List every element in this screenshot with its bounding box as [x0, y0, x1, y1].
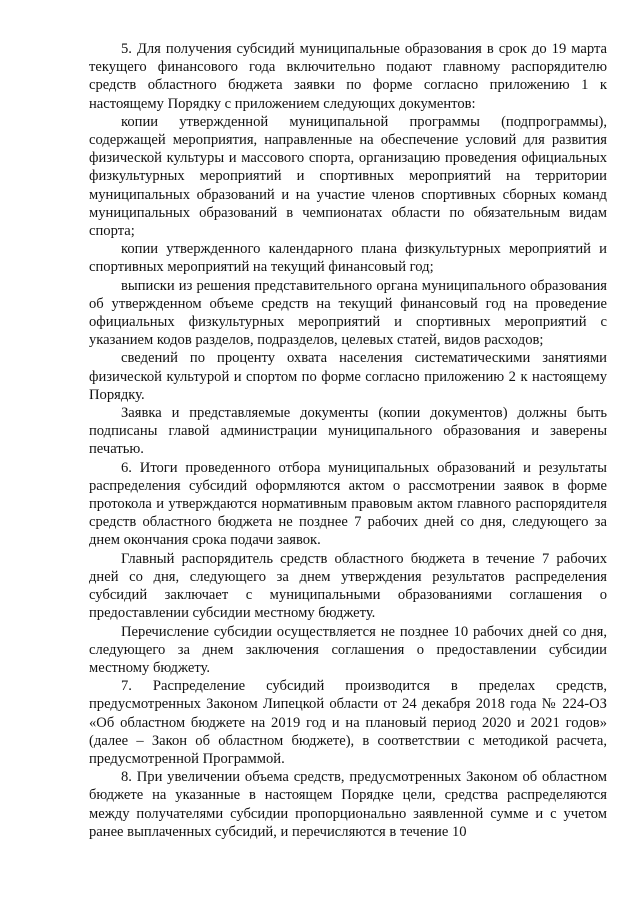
paragraph-agreement: Главный распорядитель средств областного бюджета в течение 7 рабочих дней со дня, следующего за днем утверждения результатов распределения субсидий заключает с муниципальными образованиями соглашения о предоставлении субсидии местному бюджету.: [89, 550, 607, 622]
document-body: [89, 40, 607, 841]
paragraph-signature-requirement: Заявка и представляемые документы (копии документов) должны быть подписаны главой администрации муниципального образования и заверены печатью.: [89, 405, 607, 458]
paragraph-decision-extract: выписки из решения представительного органа муниципального образования об утвержденном объеме средств на текущий финансовый год на проведение официальных физкультурных мероприятий и спортивных мероприятий с указанием кодов разделов, подразделов, целевых статей, видов расходов;: [89, 277, 607, 349]
paragraph-5-intro: 5. Для получения субсидий муниципальные образования в срок до 19 марта текущего финансового года включительно подают главному распорядителю средств областного бюджета заявки по форме согласно приложению 1 к настоящему Порядку с приложением следующих документов:: [89, 41, 607, 112]
paragraph-7-distribution: 7. Распределение субсидий производится в пределах средств, предусмотренных Законом Липецкой области от 24 декабря 2018 года № 224-ОЗ «Об областном бюджете на 2019 год и на плановый период 2020 и 2021 годов» (далее – Закон об областном бюджете), в соответствии с методикой расчета, предусмотренной Программой.: [89, 678, 607, 767]
paragraph-6-selection-results: 6. Итоги проведенного отбора муниципальных образований и результаты распределения субсидий оформляются актом о рассмотрении заявок в форме протокола и утверждаются нормативным правовым актом главного распорядителя средств областного бюджета не позднее 7 рабочих дней со дня, следующего за днем окончания срока подачи заявок.: [89, 459, 607, 549]
paragraph-calendar-plan: копии утвержденного календарного плана физкультурных мероприятий и спортивных мероприятий на текущий финансовый год;: [89, 241, 607, 276]
paragraph-transfer: Перечисление субсидии осуществляется не позднее 10 рабочих дней со дня, следующего за днем заключения соглашения о предоставлении субсидии местному бюджету.: [89, 623, 607, 676]
paragraph-program-copies: копии утвержденной муниципальной программы (подпрограммы), содержащей мероприятия, направленные на обеспечение условий для развития физической культуры и массового спорта, организацию проведения официальных физкультурных мероприятий и спортивных мероприятий на территории муниципальных образований и на участие членов спортивных сборных команд муниципальных образований в чемпионатах области по обязательным видам спорта;: [89, 113, 607, 240]
paragraph-8-increase: 8. При увеличении объема средств, предусмотренных Законом об областном бюджете на указанные в настоящем Порядке цели, средства распределяются между получателями субсидии пропорционально заявленной сумме и с учетом ранее выплаченных субсидий, и перечисляются в течение 10: [89, 769, 607, 840]
paragraph-coverage-info: сведений по проценту охвата населения систематическими занятиями физической культурой и спортом по форме согласно приложению 2 к настоящему Порядку.: [89, 350, 607, 403]
